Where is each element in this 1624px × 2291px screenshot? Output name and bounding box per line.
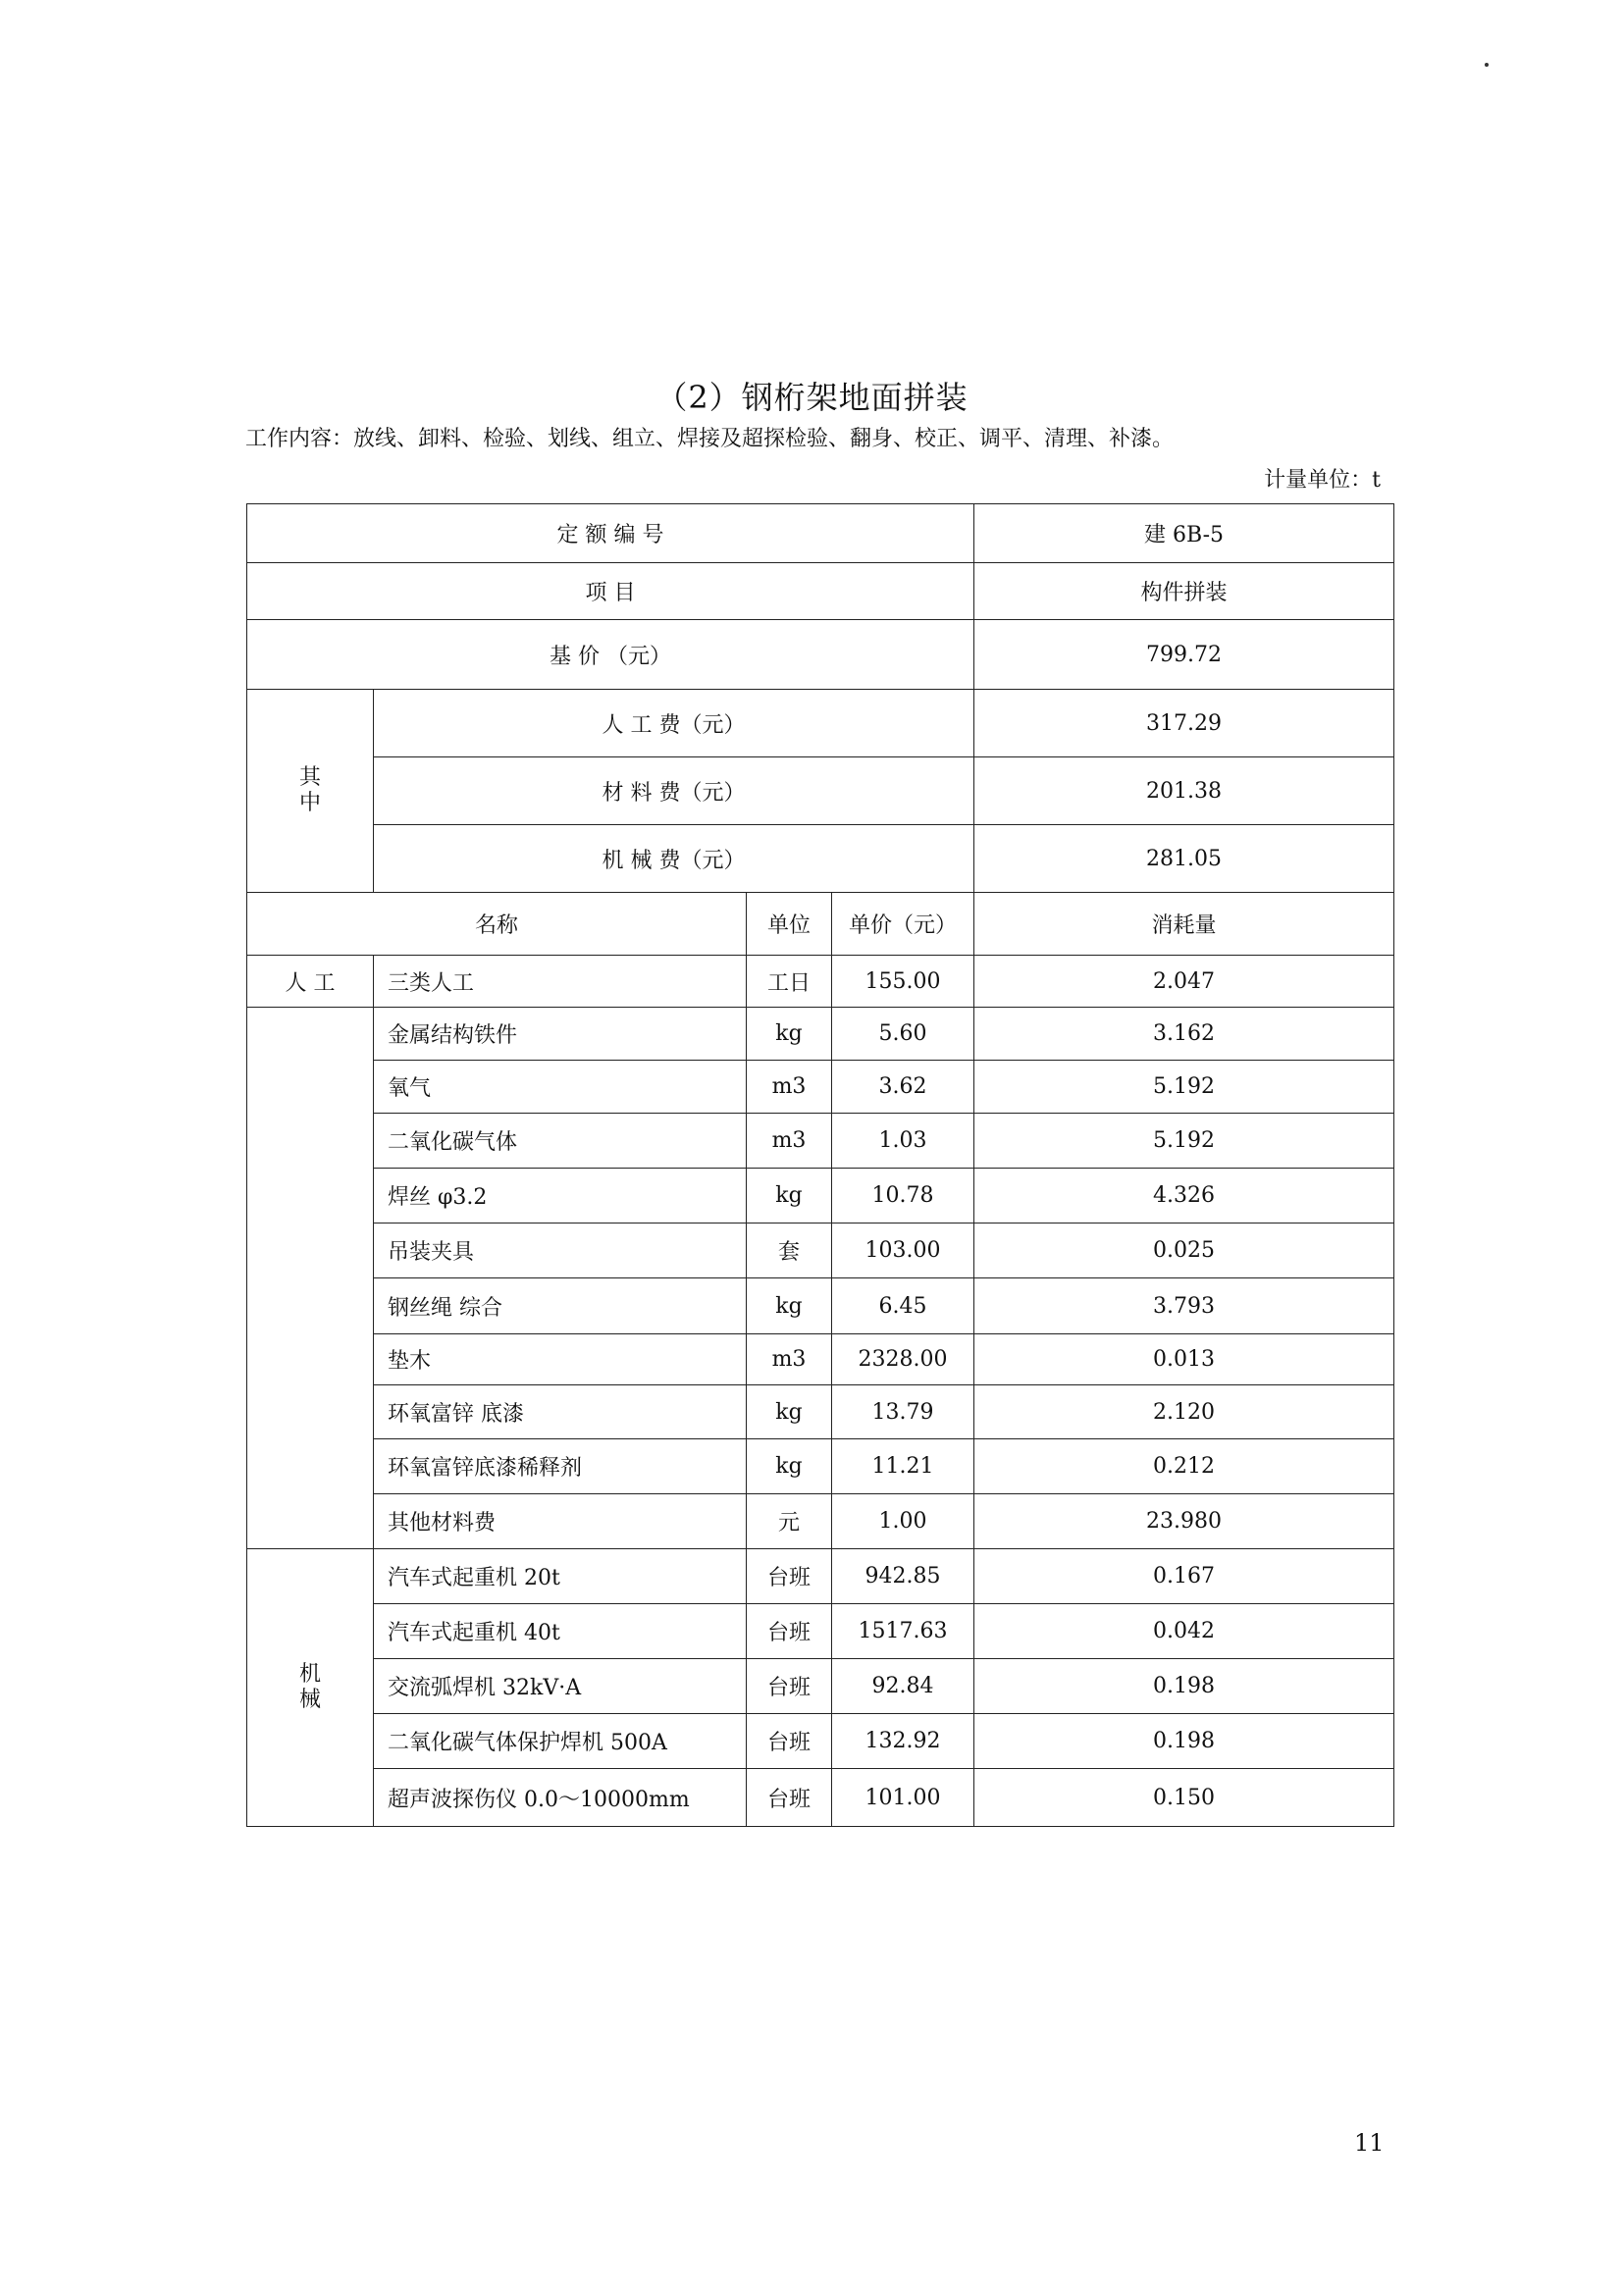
row-unit: m3 — [747, 1114, 832, 1169]
row-qty: 4.326 — [974, 1169, 1394, 1224]
row-price: 1.00 — [832, 1494, 974, 1549]
row-price: 13.79 — [832, 1385, 974, 1439]
row-unit: kg — [747, 1169, 832, 1224]
row-price: 1517.63 — [832, 1604, 974, 1659]
row-name: 垫木 — [374, 1334, 747, 1385]
row-price: 92.84 — [832, 1659, 974, 1714]
row-price: 103.00 — [832, 1224, 974, 1278]
work-content: 工作内容：放线、卸料、检验、划线、组立、焊接及超探检验、翻身、校正、调平、清理、补漆。 — [245, 427, 1175, 451]
row-price: 155.00 — [832, 956, 974, 1008]
row-qty: 0.198 — [974, 1714, 1394, 1769]
row-qty: 0.025 — [974, 1224, 1394, 1278]
materials-category — [247, 1008, 374, 1549]
item-row — [247, 563, 1394, 620]
row-name: 焊丝 φ3.2 — [374, 1169, 747, 1224]
row-unit: kg — [747, 1008, 832, 1061]
table-row — [247, 1114, 1394, 1169]
page-number: 11 — [1354, 2129, 1385, 2157]
labor-fee-label: 人 工 费（元） — [374, 690, 974, 757]
table-row — [247, 1169, 1394, 1224]
item-label: 项 目 — [247, 563, 974, 620]
row-unit: 套 — [747, 1224, 832, 1278]
row-unit: kg — [747, 1385, 832, 1439]
row-unit: kg — [747, 1439, 832, 1494]
machine-fee-value: 281.05 — [974, 825, 1394, 893]
row-qty: 0.167 — [974, 1549, 1394, 1604]
col-qty-header: 消耗量 — [974, 893, 1394, 956]
labor-fee-value: 317.29 — [974, 690, 1394, 757]
machinery-category — [247, 1549, 374, 1827]
base-price-value: 799.72 — [974, 620, 1394, 690]
row-price: 132.92 — [832, 1714, 974, 1769]
row-qty: 0.042 — [974, 1604, 1394, 1659]
among-label — [247, 690, 374, 893]
row-qty: 0.212 — [974, 1439, 1394, 1494]
row-unit: 元 — [747, 1494, 832, 1549]
item-value: 构件拼装 — [974, 563, 1394, 620]
table-row — [247, 1334, 1394, 1385]
among-label-text: 其中 — [298, 765, 321, 815]
row-qty: 23.980 — [974, 1494, 1394, 1549]
row-qty: 2.047 — [974, 956, 1394, 1008]
row-qty: 3.162 — [974, 1008, 1394, 1061]
row-unit: kg — [747, 1278, 832, 1334]
machine-fee-label: 机 械 费（元） — [374, 825, 974, 893]
row-price: 3.62 — [832, 1061, 974, 1114]
table-row — [247, 1714, 1394, 1769]
row-unit: 台班 — [747, 1604, 832, 1659]
row-unit: 台班 — [747, 1659, 832, 1714]
quota-code-label: 定 额 编 号 — [247, 504, 974, 563]
row-unit: 台班 — [747, 1769, 832, 1827]
row-name: 环氧富锌底漆稀释剂 — [374, 1439, 747, 1494]
machinery-category-text: 机械 — [298, 1662, 321, 1712]
machine-fee-row — [247, 825, 1394, 893]
col-price-header: 单价（元） — [832, 893, 974, 956]
row-name: 其他材料费 — [374, 1494, 747, 1549]
table-row — [247, 1604, 1394, 1659]
table-row — [247, 956, 1394, 1008]
quota-table — [246, 503, 1394, 1827]
col-name-header: 名称 — [247, 893, 747, 956]
row-unit: m3 — [747, 1334, 832, 1385]
row-name: 汽车式起重机 40t — [374, 1604, 747, 1659]
row-name: 氧气 — [374, 1061, 747, 1114]
row-price: 11.21 — [832, 1439, 974, 1494]
row-unit: 工日 — [747, 956, 832, 1008]
row-name: 二氧化碳气体 — [374, 1114, 747, 1169]
row-price: 1.03 — [832, 1114, 974, 1169]
row-name: 二氧化碳气体保护焊机 500A — [374, 1714, 747, 1769]
row-qty: 5.192 — [974, 1061, 1394, 1114]
row-name: 交流弧焊机 32kV·A — [374, 1659, 747, 1714]
row-unit: 台班 — [747, 1549, 832, 1604]
row-price: 10.78 — [832, 1169, 974, 1224]
table-row — [247, 1224, 1394, 1278]
row-price: 6.45 — [832, 1278, 974, 1334]
row-unit: m3 — [747, 1061, 832, 1114]
row-qty: 3.793 — [974, 1278, 1394, 1334]
col-unit-header: 单位 — [747, 893, 832, 956]
measure-unit: 计量单位：t — [1264, 468, 1381, 493]
table-row — [247, 1061, 1394, 1114]
material-fee-label: 材 料 费（元） — [374, 757, 974, 825]
row-qty: 2.120 — [974, 1385, 1394, 1439]
labor-category: 人 工 — [247, 956, 374, 1008]
row-price: 2328.00 — [832, 1334, 974, 1385]
base-price-row — [247, 620, 1394, 690]
table-row — [247, 1439, 1394, 1494]
column-header-row — [247, 893, 1394, 956]
row-name: 环氧富锌 底漆 — [374, 1385, 747, 1439]
row-price: 942.85 — [832, 1549, 974, 1604]
row-name: 超声波探伤仪 0.0～10000mm — [374, 1769, 747, 1827]
quota-code-value: 建 6B-5 — [974, 504, 1394, 563]
row-name: 钢丝绳 综合 — [374, 1278, 747, 1334]
scan-speck — [1485, 63, 1489, 67]
row-name: 吊装夹具 — [374, 1224, 747, 1278]
table-row — [247, 1008, 1394, 1061]
row-unit: 台班 — [747, 1714, 832, 1769]
row-price: 101.00 — [832, 1769, 974, 1827]
table-row — [247, 1549, 1394, 1604]
row-name: 金属结构铁件 — [374, 1008, 747, 1061]
base-price-label: 基 价 （元） — [247, 620, 974, 690]
material-fee-row — [247, 757, 1394, 825]
row-price: 5.60 — [832, 1008, 974, 1061]
row-qty: 5.192 — [974, 1114, 1394, 1169]
row-name: 汽车式起重机 20t — [374, 1549, 747, 1604]
quota-code-row — [247, 504, 1394, 563]
row-qty: 0.013 — [974, 1334, 1394, 1385]
table-row — [247, 1659, 1394, 1714]
table-row — [247, 1278, 1394, 1334]
table-row — [247, 1385, 1394, 1439]
row-name: 三类人工 — [374, 956, 747, 1008]
labor-fee-row — [247, 690, 1394, 757]
table-row — [247, 1494, 1394, 1549]
row-qty: 0.198 — [974, 1659, 1394, 1714]
page-title: （2）钢桁架地面拼装 — [655, 379, 969, 416]
row-qty: 0.150 — [974, 1769, 1394, 1827]
material-fee-value: 201.38 — [974, 757, 1394, 825]
table-row — [247, 1769, 1394, 1827]
